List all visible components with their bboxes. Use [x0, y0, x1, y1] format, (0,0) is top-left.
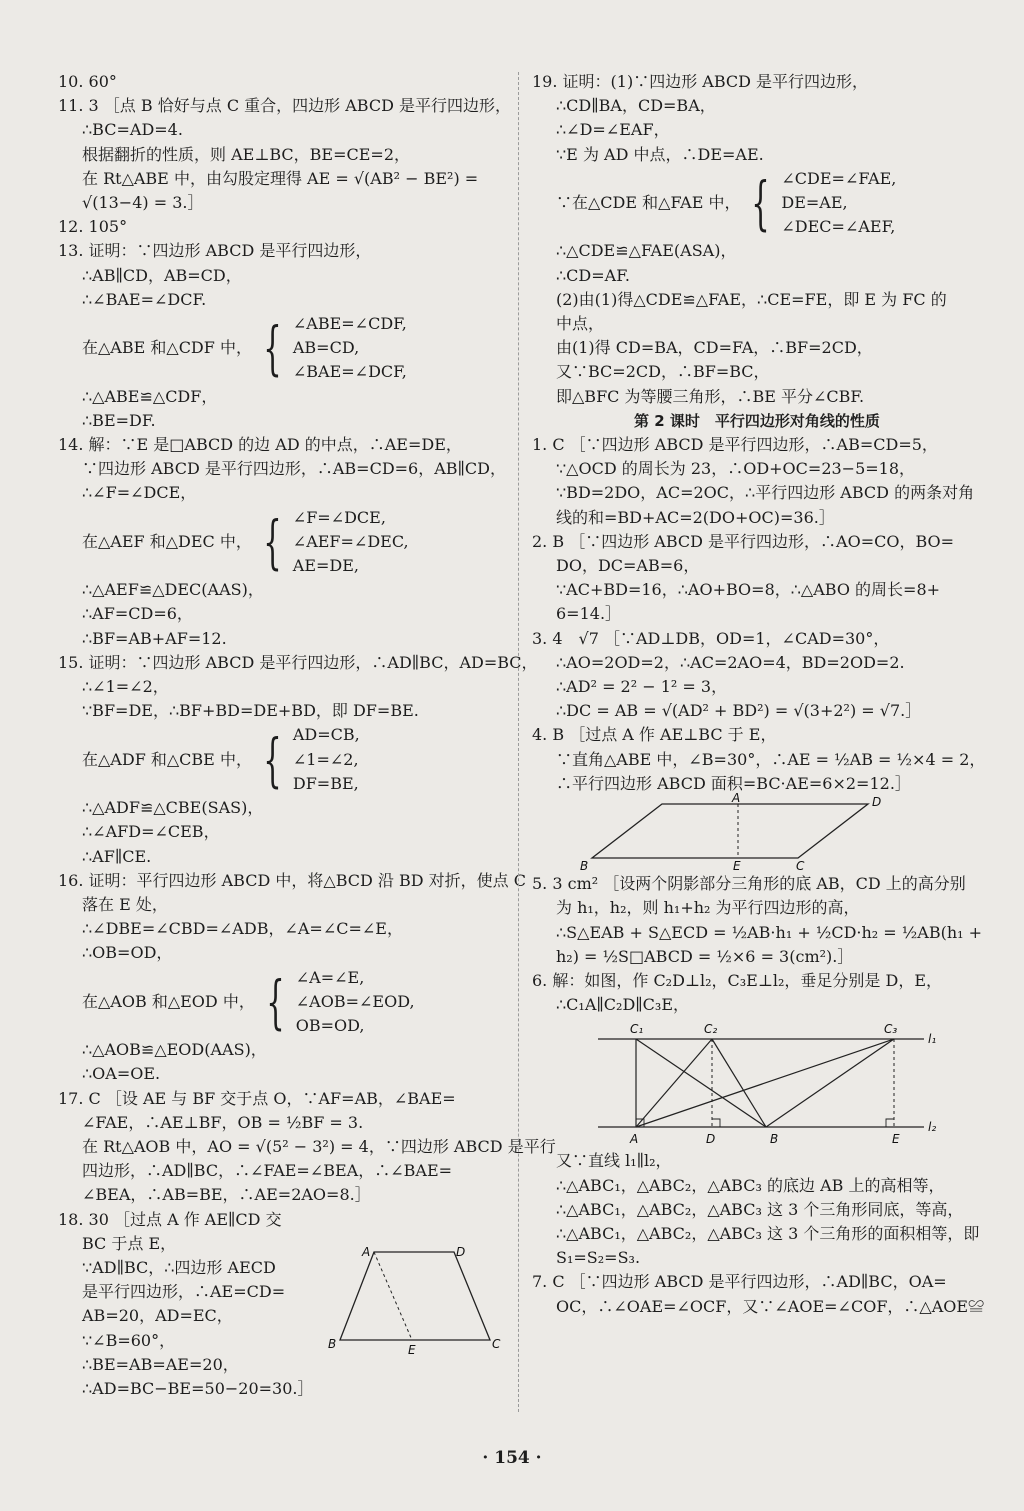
text-line: ∴S△EAB + S△ECD = ½AB·h₁ + ½CD·h₂ = ½AB(h₁ + [556, 922, 983, 942]
text-line: 6. 解：如图，作 C₂D⊥l₂，C₃E⊥l₂，垂足分别是 D，E， [532, 970, 943, 990]
text-line: 1. C ［∵四边形 ABCD 是平行四边形，∴AB=CD=5， [532, 435, 938, 455]
trapezoid-figure-18 [322, 1240, 502, 1358]
system-items [293, 312, 407, 385]
system-intro: 在△ADF 和△CBE 中， [82, 749, 252, 769]
left-brace: { [263, 507, 282, 576]
equation-system [58, 312, 508, 385]
system-intro: 在△AOB 和△EOD 中， [82, 991, 255, 1011]
text-line: BC 于点 E， [82, 1233, 177, 1253]
text-line: 根据翻折的性质，则 AE⊥BC，BE=CE=2， [82, 144, 411, 164]
text-line: ∴△ABC₁，△ABC₂，△ABC₃ 这 3 个三角形的面积相等，即 [556, 1223, 980, 1243]
text-line: ∴AD² = 2² − 1² = 3， [556, 677, 728, 697]
text-line: ∴OB=OD， [82, 943, 173, 963]
text-line: 四边形，∴AD∥BC，∴∠FAE=∠BEA，∴∠BAE= [82, 1161, 453, 1181]
f6-label-C1: C₁ [630, 1022, 644, 1037]
system-intro: 在△AEF 和△DEC 中， [82, 531, 252, 551]
f18-label-B: B [328, 1337, 337, 1351]
left-brace: { [751, 169, 771, 238]
section-heading: 第 2 课时 平行四边形对角线的性质 [634, 411, 880, 430]
text-line: 落在 E 处， [82, 894, 168, 914]
text-line: ∴∠1=∠2， [82, 677, 169, 697]
system-condition: AB=CD, [292, 338, 360, 358]
left-brace: { [266, 967, 285, 1036]
text-line: 5. 3 cm² ［设两个阴影部分三角形的底 AB，CD 上的高分别 [532, 874, 966, 894]
text-line: 是平行四边形，∴AE=CD= [82, 1282, 286, 1302]
system-condition: DE=AE, [781, 193, 848, 213]
text-line: ∵△OCD 的周长为 23，∴OD+OC=23−5=18， [556, 459, 916, 479]
text-line: 17. C ［设 AE 与 BF 交于点 O，∵AF=AB，∠BAE= [58, 1088, 456, 1108]
equation-system [58, 723, 508, 796]
text-line: ∵E 为 AD 中点，∴DE=AE. [556, 144, 764, 164]
text-line: ∴△AOB≌△EOD(AAS)， [82, 1040, 267, 1060]
parallelogram-figure-4 [532, 791, 982, 874]
text-line: 16. 证明：平行四边形 ABCD 中，将△BCD 沿 BD 对折，使点 C [58, 870, 526, 890]
text-line: 4. B ［过点 A 作 AE⊥BC 于 E， [532, 725, 777, 745]
text-line: ∵四边形 ABCD 是平行四边形，∴AB=CD=6，AB∥CD， [82, 459, 507, 479]
column-divider [518, 72, 519, 1412]
text-line: ∴BF=AB+AF=12. [82, 628, 227, 648]
text-line: ∵BF=DE，∴BF+BD=DE+BD，即 DF=BE. [82, 701, 419, 721]
f18-label-A: A [362, 1245, 371, 1259]
text-line: 由(1)得 CD=BA，CD=FA，∴BF=2CD， [556, 338, 873, 358]
system-condition: ∠1=∠2, [292, 749, 359, 769]
text-line: ∴DC = AB = √(AD² + BD²) = √(3+2²) = √7.］ [556, 701, 922, 721]
f4-label-B: B [580, 859, 589, 874]
text-line: h₂) = ½S□ABCD = ½×6 = 3(cm²).］ [556, 946, 854, 966]
equation-system [58, 966, 508, 1039]
text-line: 18. 30 ［过点 A 作 AE∥CD 交 [58, 1209, 282, 1229]
system-condition: AD=CB, [292, 725, 360, 745]
system-condition: ∠ABE=∠CDF, [292, 314, 407, 334]
text-line: 中点， [556, 314, 605, 334]
equation-system [58, 506, 508, 579]
text-line: 15. 证明：∵四边形 ABCD 是平行四边形，∴AD∥BC，AD=BC， [58, 652, 538, 672]
f6-label-C3: C₃ [884, 1022, 898, 1037]
text-line: 14. 解：∵E 是□ABCD 的边 AD 的中点，∴AE=DE， [58, 435, 462, 455]
f18-label-C: C [492, 1337, 501, 1351]
text-line: ∴△ABC₁，△ABC₂，△ABC₃ 这 3 个三角形同底，等高， [556, 1199, 964, 1219]
text-line: ∴△AEF≌△DEC(AAS)， [82, 580, 264, 600]
text-line: ∴BC=AD=4. [82, 120, 183, 140]
text-line: 6=14.］ [556, 604, 622, 624]
f6-label-A: A [630, 1132, 639, 1147]
text-line: ∴△ADF≌△CBE(SAS)， [82, 798, 264, 818]
text-line: 即△BFC 为等腰三角形，∴BE 平分∠CBF. [556, 386, 865, 406]
text-line: ∴BE=DF. [82, 410, 156, 430]
f6-label-B: B [770, 1132, 779, 1147]
text-line: 12. 105° [58, 217, 128, 237]
parallel-lines-figure-6 [532, 1017, 982, 1149]
text-line: ∴△CDE≌△FAE(ASA)， [556, 241, 737, 261]
left-brace: { [263, 725, 282, 794]
text-line: ∵AC+BD=16，∴AO+BO=8，∴△ABO 的周长=8+ [556, 580, 941, 600]
text-line: 7. C ［∵四边形 ABCD 是平行四边形，∴AD∥BC，OA= [532, 1272, 947, 1292]
text-line: ∴∠F=∠DCE， [82, 483, 197, 503]
system-condition: ∠AEF=∠DEC, [292, 531, 409, 551]
text-line: AB=20，AD=EC， [82, 1306, 233, 1326]
text-line: ∵∠B=60°， [82, 1330, 176, 1350]
text-line: ∴BE=AB=AE=20， [82, 1354, 239, 1374]
system-items [293, 506, 409, 579]
text-line: ∴AB∥CD，AB=CD， [82, 265, 242, 285]
text-line: ∴AD=BC−BE=50−20=30.］ [82, 1378, 314, 1398]
text-line: ∴∠AFD=∠CEB， [82, 822, 220, 842]
right-column [532, 70, 986, 1319]
text-line: DO，DC=AB=6， [556, 556, 700, 576]
system-items [296, 966, 415, 1039]
page-number: · 154 · [482, 1448, 542, 1468]
system-condition: ∠BAE=∠DCF, [292, 362, 407, 382]
text-line: 线的和=BD+AC=2(DO+OC)=36.］ [556, 507, 835, 527]
text-line: ∴∠DBE=∠CBD=∠ADB，∠A=∠C=∠E， [82, 919, 403, 939]
text-line: ∴C₁A∥C₂D∥C₃E， [556, 995, 689, 1015]
system-condition: OB=OD, [295, 1015, 365, 1035]
text-line: 在 Rt△ABE 中，由勾股定理得 AE = √(AB² − BE²) = [82, 168, 479, 188]
f4-label-E: E [733, 859, 741, 874]
system-condition: ∠F=∠DCE, [292, 507, 386, 527]
system-items [781, 167, 896, 240]
text-line: ∴AO=2OD=2，∴AC=2AO=4，BD=2OD=2. [556, 652, 905, 672]
text-line: (2)由(1)得△CDE≌△FAE，∴CE=FE，即 E 为 FC 的 [556, 289, 947, 309]
text-line: ∴△ABC₁，△ABC₂，△ABC₃ 的底边 AB 上的高相等， [556, 1175, 945, 1195]
f18-label-D: D [456, 1245, 466, 1259]
text-line: ∴CD∥BA，CD=BA， [556, 96, 716, 116]
system-condition: DF=BE, [292, 773, 359, 793]
f18-label-E: E [408, 1343, 416, 1357]
f4-label-D: D [872, 795, 882, 810]
text-line: ∴△ABE≌△CDF， [82, 386, 218, 406]
text-line: 2. B ［∵四边形 ABCD 是平行四边形，∴AO=CO，BO= [532, 531, 955, 551]
text-line: ∵直角△ABE 中，∠B=30°，∴AE = ½AB = ½×4 = 2， [556, 749, 986, 769]
f6-label-D: D [706, 1132, 716, 1147]
f4-label-C: C [796, 859, 805, 874]
text-line: ∵BD=2DO，AC=2OC，∴平行四边形 ABCD 的两条对角 [556, 483, 975, 503]
text-line: 在 Rt△AOB 中，AO = √(5² − 3²) = 4，∵四边形 ABCD 是平行 [82, 1136, 556, 1156]
text-line: OC，∴∠OAE=∠OCF，又∵∠AOE=∠COF，∴△AOE≌ [556, 1296, 985, 1316]
text-line: ∴AF=CD=6， [82, 604, 193, 624]
f6-label-C2: C₂ [704, 1022, 718, 1037]
text-line: ∴∠D=∠EAF， [556, 120, 670, 140]
f4-label-A: A [732, 791, 741, 806]
text-line: ∵AD∥BC，∴四边形 AECD [82, 1257, 276, 1277]
system-condition: ∠CDE=∠FAE, [781, 168, 897, 188]
text-line: ∴CD=AF. [556, 265, 630, 285]
left-column [58, 70, 556, 1401]
f6-label-E: E [892, 1132, 900, 1147]
text-line: 10. 60° [58, 72, 117, 91]
text-line: √(13−4) = 3.］ [82, 193, 204, 213]
text-line: ∴OA=OE. [82, 1064, 161, 1084]
system-condition: ∠AOB=∠EOD, [295, 991, 415, 1011]
system-intro: 在△ABE 和△CDF 中， [82, 338, 252, 358]
system-condition: ∠DEC=∠AEF, [781, 217, 896, 237]
equation-system [532, 167, 982, 240]
text-line: ∠FAE，∴AE⊥BF，OB = ½BF = 3. [82, 1112, 364, 1132]
text-line: S₁=S₂=S₃. [556, 1248, 641, 1268]
f6-label-l1: l₁ [928, 1032, 937, 1047]
system-intro: ∵在△CDE 和△FAE 中， [556, 193, 741, 213]
text-line: ∠BEA，∴AB=BE，∴AE=2AO=8.］ [82, 1185, 371, 1205]
text-line: 为 h₁，h₂，则 h₁+h₂ 为平行四边形的高， [556, 898, 860, 918]
system-condition: AE=DE, [292, 556, 360, 576]
text-line: 3. 4 √7 ［∵AD⊥DB，OD=1，∠CAD=30°， [532, 628, 890, 648]
text-line: ∴AF∥CE. [82, 846, 152, 866]
text-line: 又∵直线 l₁∥l₂， [556, 1151, 672, 1171]
text-line: 13. 证明：∵四边形 ABCD 是平行四边形， [58, 241, 372, 261]
system-items [293, 723, 360, 796]
left-brace: { [263, 314, 282, 383]
text-line: ∴∠BAE=∠DCF. [82, 289, 207, 309]
system-condition: ∠A=∠E, [295, 967, 365, 987]
text-line: 又∵BC=2CD，∴BF=BC， [556, 362, 770, 382]
text-line: ∴平行四边形 ABCD 面积=BC·AE=6×2=12.］ [556, 773, 911, 793]
f6-label-l2: l₂ [928, 1120, 937, 1135]
text-line: 19. 证明：(1)∵四边形 ABCD 是平行四边形， [532, 72, 869, 91]
text-line: 11. 3 ［点 B 恰好与点 C 重合，四边形 ABCD 是平行四边形， [58, 96, 511, 116]
